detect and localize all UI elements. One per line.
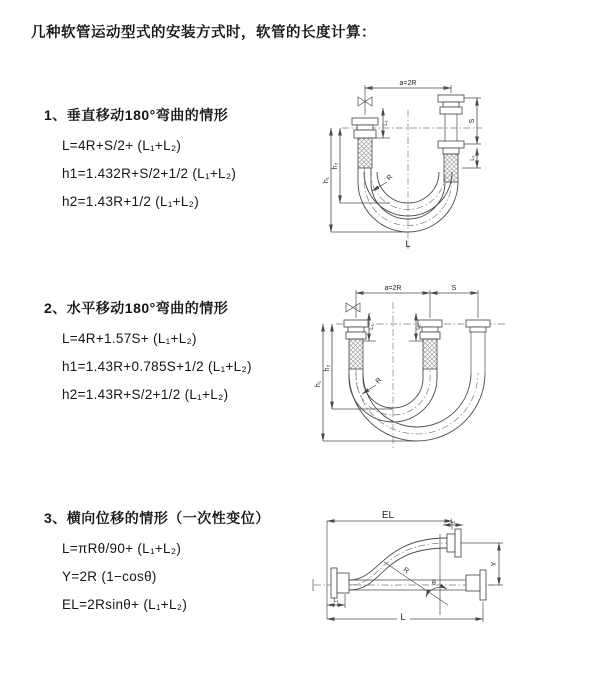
dim-label-a2r: a=2R xyxy=(399,80,417,87)
page-title: 几种软管运动型式的安装方式时，软管的长度计算： xyxy=(31,25,376,41)
formula-line: EL=2Rsinθ+ (L₁+L₂) xyxy=(62,597,188,612)
formula-line: h2=1.43R+1/2 (L₁+L₂) xyxy=(62,194,200,209)
formula-line: h1=1.432R+S/2+1/2 (L₁+L₂) xyxy=(62,166,237,181)
vertical-bend-drawing xyxy=(310,72,588,257)
section-3-heading: 3、横向位移的情形（一次性变位） xyxy=(44,510,270,526)
length-label: L xyxy=(405,239,411,249)
radius-label: R xyxy=(401,566,410,576)
diagram-horizontal-bend xyxy=(306,278,591,460)
upper-right-flange xyxy=(447,529,461,557)
section-lateral-displacement xyxy=(44,508,270,612)
formula-line: L=πRθ/90+ (L₁+L₂) xyxy=(62,541,182,556)
dim-label-l1-mid: L₁ xyxy=(416,324,422,330)
braided-hose-section xyxy=(358,138,372,168)
diagram-lateral-displacement xyxy=(300,498,598,648)
right-fitting-lower xyxy=(438,141,464,182)
left-fitting xyxy=(352,118,378,168)
ghost-flange xyxy=(480,570,486,600)
section-2-heading: 2、水平移动180°弯曲的情形 xyxy=(44,300,229,316)
horizontal-bend-drawing xyxy=(306,278,591,460)
radius-label: R xyxy=(374,376,384,386)
dim-label-h2: h₂ xyxy=(332,162,339,170)
dim-label-l1-right: L₁ xyxy=(470,155,476,161)
angle-label: θ xyxy=(432,580,436,587)
left-fitting xyxy=(344,320,368,369)
dim-label-l1-left: L₁ xyxy=(333,598,339,604)
dim-label-l1-left: L₁ xyxy=(369,324,375,330)
right-fitting-upper xyxy=(438,95,464,141)
formula-line: L=4R+S/2+ (L₁+L₂) xyxy=(62,138,182,153)
valve-icon xyxy=(346,303,360,312)
radius-label: R xyxy=(385,173,395,183)
dim-label-l: L xyxy=(400,612,406,622)
angle-arc xyxy=(426,587,447,597)
dim-label-y: Y xyxy=(491,561,498,567)
dim-label-s: S xyxy=(451,285,457,292)
section-1-heading: 1、垂直移动180°弯曲的情形 xyxy=(44,107,229,123)
formula-line: Y=2R (1−cosθ) xyxy=(62,569,157,584)
hose-u-bend xyxy=(349,369,485,441)
dim-label-h1: h₁ xyxy=(315,380,322,388)
braided-hose-section xyxy=(423,339,437,369)
dim-label-l1-right: L₁ xyxy=(450,519,456,525)
braided-hose-section xyxy=(349,339,363,369)
formula-line: h2=1.43R+S/2+1/2 (L₁+L₂) xyxy=(62,387,229,402)
braided-hose-section xyxy=(444,154,458,182)
radius-line xyxy=(384,562,448,605)
dim-label-h1: h₁ xyxy=(323,176,330,184)
dim-label-el: EL xyxy=(381,510,395,521)
dim-label-a2r: a=2R xyxy=(384,285,402,292)
section-vertical-movement xyxy=(44,105,236,209)
lateral-displacement-drawing xyxy=(300,498,598,648)
dim-label-h2: h₂ xyxy=(324,364,331,372)
left-flange xyxy=(331,568,349,598)
section-horizontal-movement xyxy=(44,298,252,402)
formula-line: L=4R+1.57S+ (L₁+L₂) xyxy=(62,331,197,346)
right-fitting-moved xyxy=(466,320,490,373)
dim-label-l1-left: L₁ xyxy=(383,120,389,126)
dim-label-s: S xyxy=(469,118,476,124)
diagram-vertical-bend xyxy=(310,72,588,257)
formula-line: h1=1.43R+0.785S+1/2 (L₁+L₂) xyxy=(62,359,252,374)
